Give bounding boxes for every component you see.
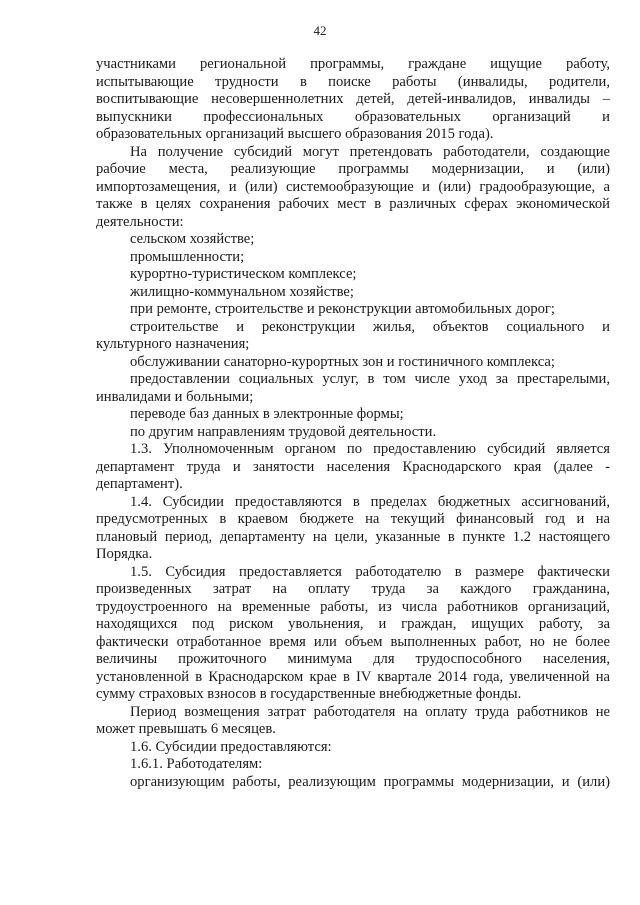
text-line: организующим работы, реализующим программы модернизации, и (или) xyxy=(130,773,610,790)
text-line: сумму страховых взносов в государственные внебюджетные фонды. xyxy=(96,686,522,702)
text-line: воспитывающие несовершеннолетних детей, детей-инвалидов, инвалиды – xyxy=(96,91,610,107)
text-line: испытывающие трудности в поиске работы (инвалиды, родители, xyxy=(96,73,610,90)
text-line: произведенных затрат на оплату труда за каждого гражданина, xyxy=(96,581,610,597)
text-line: плановый период, департаменту на цели, указанные в пункте 1.2 настоящего xyxy=(96,528,610,545)
text-line: культурного назначения; xyxy=(96,336,250,352)
text-line: выпускники профессиональных образовательных организаций и xyxy=(96,108,610,125)
text-line: предусмотренных в краевом бюджете на текущий финансовый год и на xyxy=(96,511,610,527)
text-line: Порядка. xyxy=(96,546,153,562)
text-line: участниками региональной программы, граждане ищущие работу, xyxy=(96,56,610,72)
text-line: строительстве и реконструкции жилья, объектов социального и xyxy=(130,318,610,335)
text-line: рабочие места, реализующие программы модернизации, и (или) xyxy=(96,161,610,177)
document-body xyxy=(96,56,610,791)
text-line: На получение субсидий могут претендовать работодатели, создающие xyxy=(130,143,610,160)
text-line: сельском хозяйстве; xyxy=(130,231,255,247)
text-line: по другим направлениям трудовой деятельности. xyxy=(130,423,437,440)
text-line: 1.4. Субсидии предоставляются в пределах бюджетных ассигнований, xyxy=(130,493,610,510)
text-line: величины прожиточного минимума для трудоспособного населения, xyxy=(96,651,610,667)
text-line: импортозамещения, и (или) системообразующие и (или) градообразующие, а xyxy=(96,178,610,195)
text-line: Период возмещения затрат работодателя на оплату труда работников не xyxy=(130,703,610,720)
text-line: образовательных организаций высшего образования 2015 года). xyxy=(96,126,494,142)
text-line: также в целях сохранения рабочих мест в различных сферах экономической xyxy=(96,196,610,212)
text-line: переводе баз данных в электронные формы; xyxy=(130,406,404,422)
text-line: обслуживании санаторно-курортных зон и гостиничного комплекса; xyxy=(130,353,555,370)
text-line: установленной в Краснодарском крае в IV квартале 2014 года, увеличенной на xyxy=(96,668,610,685)
text-line: может превышать 6 месяцев. xyxy=(96,721,276,737)
text-line: инвалидами и больными; xyxy=(96,388,254,405)
text-line: 1.6. Субсидии предоставляются: xyxy=(130,738,332,755)
text-line: промышленности; xyxy=(130,248,245,265)
text-line: департамент труда и занятости населения Краснодарского края (далее - xyxy=(96,458,610,475)
text-line: жилищно-коммунальном хозяйстве; xyxy=(130,283,354,300)
text-line: 1.6.1. Работодателям: xyxy=(130,756,263,772)
text-line: 1.3. Уполномоченным органом по предоставлению субсидий является xyxy=(130,441,610,457)
text-line: находящихся под риском увольнения, и граждан, ищущих работу, за xyxy=(96,616,610,632)
text-line: фактически отработанное время или объем выполненных работ, но не более xyxy=(96,633,610,650)
text-line: предоставлении социальных услуг, в том числе уход за престарелыми, xyxy=(130,371,610,387)
text-line: при ремонте, строительстве и реконструкции автомобильных дорог; xyxy=(130,301,555,317)
text-line: 1.5. Субсидия предоставляется работодателю в размере фактически xyxy=(130,563,610,580)
text-line: трудоустроенного на временные работы, из числа работников организаций, xyxy=(96,598,610,615)
text-line: департамент). xyxy=(96,476,183,492)
text-line: деятельности: xyxy=(96,213,184,230)
page-number: 42 xyxy=(313,23,327,38)
text-line: курортно-туристическом комплексе; xyxy=(130,266,357,282)
